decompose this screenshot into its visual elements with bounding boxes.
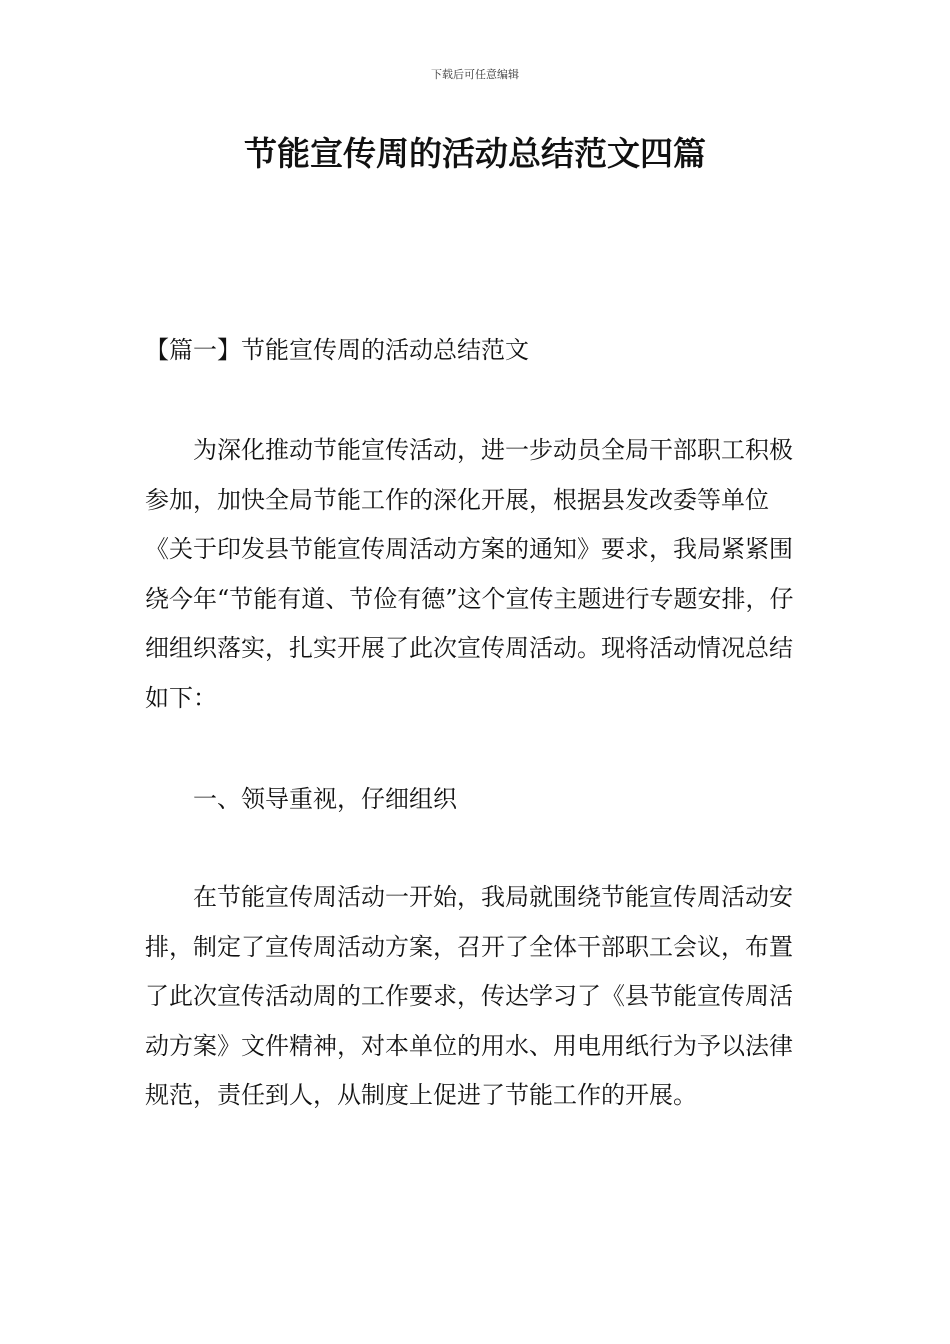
paragraph-1 [145,426,815,723]
header-note: 下载后可任意编辑 [431,68,519,81]
section-title [145,326,815,376]
paragraph-2-text: 在节能宣传周活动一开始，我局就围绕节能宣传周活动安排，制定了宣传周活动方案，召开了全体干部职工会议，布置了此次宣传活动周的工作要求，传达学习了《县节能宣传周活动方案》文件精神，对本单位的用水、用电用纸行为予以法律规范，责任到人，从制度上促进了节能工作的开展。 [145,883,793,1109]
heading-1 [145,775,815,825]
heading-1-text: 一、领导重视，仔细组织 [193,785,457,813]
paragraph-1-text: 为深化推动节能宣传活动，进一步动员全局干部职工积极参加，加快全局节能工作的深化开展，根据县发改委等单位《关于印发县节能宣传周活动方案的通知》要求，我局紧紧围绕今年“节能有道、节俭有德”这个宣传主题进行专题安排，仔细组织落实，扎实开展了此次宣传周活动。现将活动情况总结如下： [145,436,794,712]
document-title: 节能宣传周的活动总结范文四篇 [244,134,706,173]
section-title-text: 【篇一】节能宣传周的活动总结范文 [145,336,529,364]
paragraph-2 [145,873,815,1121]
